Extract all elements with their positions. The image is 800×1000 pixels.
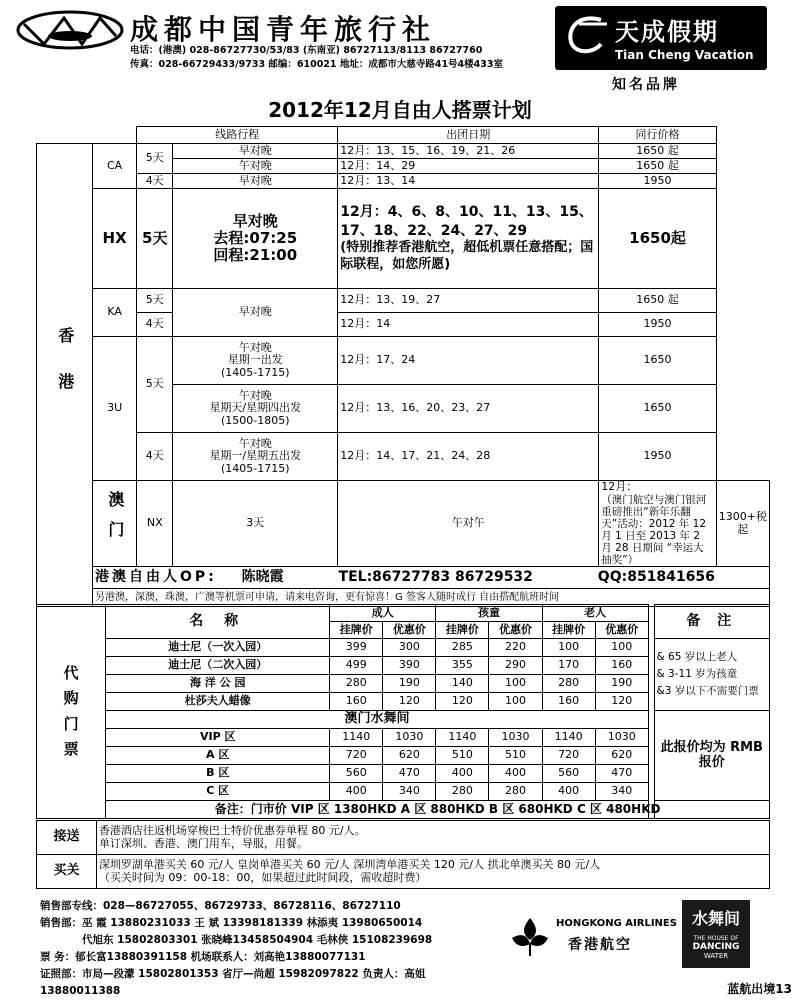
company-fax: 传真：028-66729433/9733 邮编：610021 地址：成都市大慈寺路41号4楼433室 bbox=[130, 59, 504, 70]
ticket-row: 迪士尼（二次入园） 499 390 355 290 170 160 bbox=[37, 657, 770, 675]
water-row: B 区 560 470 400 400 560 470 bbox=[37, 765, 770, 783]
water-row: VIP 区 1140 1030 1140 1030 1140 1030 bbox=[37, 729, 770, 747]
hongkong-airlines-logo: HONGKONG AIRLINES 香港航空 bbox=[508, 910, 678, 962]
bauhinia-icon bbox=[508, 914, 552, 958]
company-name: 成都中国青年旅行社 bbox=[130, 13, 437, 46]
page-footer: 蓝航出境13 bbox=[727, 982, 792, 996]
header-dates: 出团日期 bbox=[338, 127, 599, 144]
ticket-table: 代 购 门 票 名 称 成人 孩童 老人 备 注 挂牌价 优惠价 挂牌价 优惠价 挂牌价 优惠价 迪士尼（一次入园） 399 300 285 220 100 100 & 65 岁以上老人 & 3-11 岁为孩童 &3 岁以下不需要门票 迪士尼（二次入园） 499 390 355 290 170 160 海 洋 公 园 280 190 140 100 280 190 杜莎夫人蜡像 160 120 120 100 160 120 澳门水舞间 此报价均为 RMB 报价 VIP 区 1140 1030 1140 1030 1140 1030 A 区 720 620 510 510 720 620 B 区 560 470 400 400 560 470 C 区 400 340 280 280 400 340 备注：门市价 VIP 区 1380HKD A 区 880HKD B 区 680HKD C 区 480HKD bbox=[36, 604, 770, 819]
brand-box bbox=[555, 6, 767, 70]
hx-dates: 12月：4、6、8、10、11、13、15、17、18、22、24、27、29 (特别推荐香港航空，超低机票任意搭配；国际联程，如您所愿) bbox=[338, 189, 599, 289]
flight-note: 另港澳，深澳，珠澳，广澳等机票可申请，请来电咨询，更有惊喜！G 签客人随时成行 自由搭配航班时间 bbox=[93, 589, 770, 607]
hx-schedule: 早对晚 去程:07:25 回程:21:00 bbox=[173, 189, 338, 289]
water-row: A 区 720 620 510 510 720 620 bbox=[37, 747, 770, 765]
transfer-label: 接送 bbox=[37, 821, 97, 855]
airline-ka: KA bbox=[93, 289, 137, 337]
ticket-footnote: 备注：门市价 VIP 区 1380HKD A 区 880HKD B 区 680HKD C 区 480HKD bbox=[106, 801, 770, 819]
dancing-water-logo: 水舞间 THE HOUSE OF DANCING WATER bbox=[682, 900, 750, 968]
company-logo bbox=[14, 8, 126, 52]
header-route: 线路行程 bbox=[137, 127, 338, 144]
water-row: C 区 400 340 280 280 400 340 bbox=[37, 783, 770, 801]
ticket-row: 迪士尼（一次入园） 399 300 285 220 100 100 & 65 岁以上老人 & 3-11 岁为孩童 &3 岁以下不需要门票 bbox=[37, 639, 770, 657]
rmb-note: 此报价均为 RMB 报价 bbox=[654, 711, 769, 801]
brand-name: 天成假期 bbox=[615, 18, 719, 46]
sales-contacts: 销售部专线：028—86727055、86729733、86728116、86727110 销售部： 巫 霞 13880231033 王 斌 13398181339 林添夷 13980650014 代旭东 15802803301 张晓峰13458504904 毛林侠 15108239698 票 务：郁长富13880391158 机场联系人：刘高艳13880077131 证照部：市局—段濛 15802801353 省厅—尚超 15982097822 负责人：高姐 13880011388 bbox=[40, 900, 433, 997]
region-hongkong: 香港 bbox=[37, 144, 93, 607]
contact-row: 港澳自由人OP: 陈晓霞 TEL:86727783 86729532 QQ:851841656 bbox=[93, 567, 770, 589]
region-macau: 澳门 bbox=[93, 481, 137, 567]
airline-ca: CA bbox=[93, 144, 137, 189]
ticket-remarks: & 65 岁以上老人 & 3-11 岁为孩童 &3 岁以下不需要门票 bbox=[654, 639, 769, 711]
company-phone: 电话：(港澳) 028-86727730/53/83 (东南亚) 86727113/8113 86727760 bbox=[130, 45, 483, 56]
ticket-side-label: 代 购 门 票 bbox=[37, 605, 106, 819]
header-price: 同行价格 bbox=[599, 127, 716, 144]
nx-dates: 12月： （澳门航空与澳门银河重磅推出“新年乐翻天”活动：2012 年 12 月 1 日至 2013 年 2 月 28 日期间 “幸运大抽奖”） bbox=[599, 481, 716, 567]
water-show-title: 澳门水舞间 bbox=[106, 711, 649, 729]
brand-english: Tian Cheng Vacation bbox=[615, 48, 754, 62]
airline-3u: 3U bbox=[93, 337, 137, 481]
ticket-row: 海 洋 公 园 280 190 140 100 280 190 bbox=[37, 675, 770, 693]
service-table: 接送 香港酒店往返机场穿梭巴士特价优惠券单程 80 元/人。 单订深圳、香港、澳门用车，导服，用餐。 买关 深圳罗湖单港买关 60 元/人 皇岗单港买关 60 元/人 深圳湾单港买关 120 元/人 拱北单澳买关 80 元/人 （买关时间为 09：00-18：00，如果超过此时间段，需收超时费） bbox=[36, 820, 770, 889]
flight-table: 线路行程 出团日期 同行价格 香港 CA 5天 早对晚 12月：13、15、16、19、21、26 1650 起 午对晚 12月：14、29 1650 起 4天 早对晚 12月：13、14 1950 HX 5天 早对晚 去程:07:25 回程:21:00 12月：4、6、8、10、11、13、15、17、18、22、24、27、29 (特别推荐香港航空，超低机票任意搭配；国际联程，如您所愿) 1650起 KA 5天 早对晚 12月：13、19、27 1650 起 4天 12月：14 1950 3U 5天 午对晚 星期一出发 (1405-1715) 12月：17、24 1650 午对晚 星期天/星期四出发 (1500-1805) 12月：13、16、20、23、27 1650 4天 午对晚 星期一/星期五出发 (1405-1715) 12月：14、17、21、24、28 1950 澳门 NX 3天 午对午 12月： （澳门航空与澳门银河重磅推出“新年乐翻天”活动：2012 年 12 月 1 日至 2013 年 2 月 28 日期间 “幸运大抽奖”） 1300+税起 港澳自由人OP: 陈晓霞 TEL:86727783 86729532 QQ:851841656 另港澳，深澳，珠澳，广澳等机票可申请，请来电咨询，更有惊喜！G 签客人随时成行 自由搭配航班时间 bbox=[36, 126, 770, 607]
brand-swirl-icon bbox=[561, 12, 611, 58]
page-title: 2012年12月自由人搭票计划 bbox=[268, 98, 532, 122]
ticket-row: 杜莎夫人蜡像 160 120 120 100 160 120 bbox=[37, 693, 770, 711]
brand-tagline: 知名品牌 bbox=[612, 77, 680, 93]
airline-hx: HX bbox=[93, 189, 137, 289]
airline-nx: NX bbox=[137, 481, 173, 567]
pass-label: 买关 bbox=[37, 855, 97, 889]
